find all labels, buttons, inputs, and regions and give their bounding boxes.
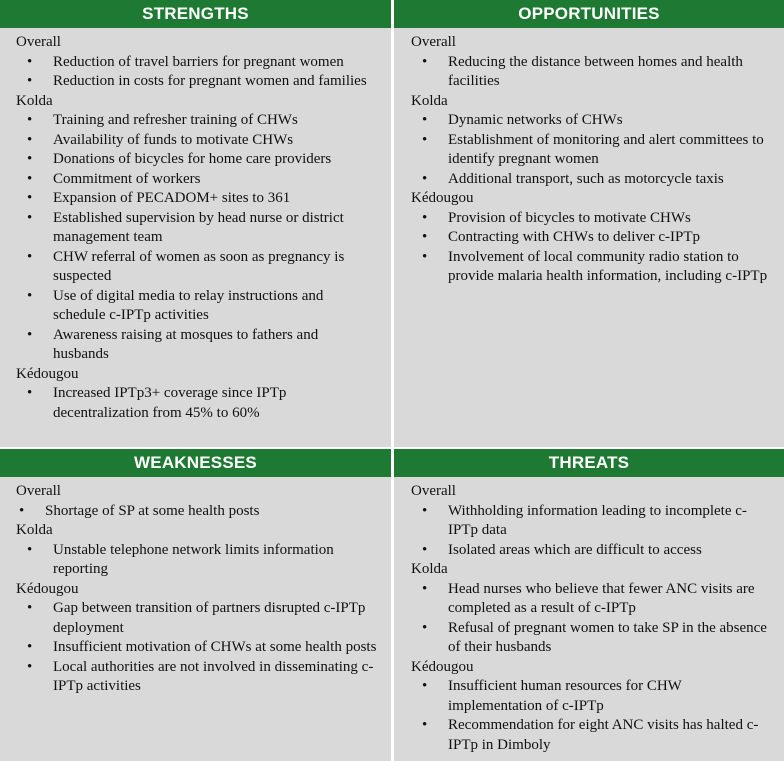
list-item: • Recommendation for eight ANC visits has halted c-IPTp in Dimboly xyxy=(411,716,776,755)
list-item: • Establishment of monitoring and alert committees to identify pregnant women xyxy=(411,131,776,170)
list-item: • Additional transport, such as motorcycle taxis xyxy=(411,170,776,190)
bullet-list xyxy=(411,580,776,658)
list-item: • Reduction in costs for pregnant women and families xyxy=(16,72,383,92)
threats-header: THREATS xyxy=(394,449,784,477)
list-item: • Expansion of PECADOM+ sites to 361 xyxy=(16,189,383,209)
bullet-list xyxy=(411,209,776,287)
bullet-list xyxy=(16,541,383,580)
list-item: • Withholding information leading to incomplete c-IPTp data xyxy=(411,502,776,541)
section-label: Overall xyxy=(411,34,456,50)
list-item: • Involvement of local community radio station to provide malaria health information, including c-IPTp xyxy=(411,248,776,287)
list-item: • Gap between transition of partners disrupted c-IPTp deployment xyxy=(16,599,383,638)
list-item: • Refusal of pregnant women to take SP in the absence of their husbands xyxy=(411,619,776,658)
list-item: • Local authorities are not involved in disseminating c-IPTp activities xyxy=(16,658,383,697)
section-label: Kolda xyxy=(16,522,53,538)
opportunities-quadrant xyxy=(394,0,784,447)
list-item: • Training and refresher training of CHWs xyxy=(16,111,383,131)
bullet-list xyxy=(411,111,776,189)
section-label: Kolda xyxy=(16,92,53,109)
list-item: • Reduction of travel barriers for pregnant women xyxy=(16,53,383,73)
section-label: Kédougou xyxy=(411,190,474,206)
list-item: • Established supervision by head nurse or district management team xyxy=(16,209,383,248)
bullet-list xyxy=(411,53,776,92)
strengths-quadrant xyxy=(0,0,391,447)
bullet-list xyxy=(16,502,383,522)
list-item: • Reducing the distance between homes and health facilities xyxy=(411,53,776,92)
list-item: • Insufficient human resources for CHW implementation of c-IPTp xyxy=(411,677,776,716)
list-item: • Isolated areas which are difficult to access xyxy=(411,541,776,561)
opportunities-header: OPPORTUNITIES xyxy=(394,0,784,28)
bullet-list xyxy=(411,502,776,561)
bullet-list xyxy=(16,384,383,423)
list-item: • Contracting with CHWs to deliver c-IPTp xyxy=(411,228,776,248)
list-item: • Awareness raising at mosques to fathers and husbands xyxy=(16,326,383,365)
list-item: • Dynamic networks of CHWs xyxy=(411,111,776,131)
list-item: • Head nurses who believe that fewer ANC visits are completed as a result of c-IPTp xyxy=(411,580,776,619)
section-label: Overall xyxy=(411,483,456,499)
weaknesses-header: WEAKNESSES xyxy=(0,449,391,477)
list-item: • Provision of bicycles to motivate CHWs xyxy=(411,209,776,229)
bullet-list xyxy=(16,599,383,697)
section-label: Kolda xyxy=(411,561,448,577)
list-item: • Shortage of SP at some health posts xyxy=(16,502,383,522)
list-item: • CHW referral of women as soon as pregnancy is suspected xyxy=(16,248,383,287)
section-label: Kolda xyxy=(411,92,448,109)
bullet-list xyxy=(411,677,776,755)
list-item: • Unstable telephone network limits information reporting xyxy=(16,541,383,580)
strengths-header: STRENGTHS xyxy=(0,0,391,28)
bullet-list xyxy=(16,111,383,365)
list-item: • Donations of bicycles for home care providers xyxy=(16,150,383,170)
list-item: • Increased IPTp3+ coverage since IPTp decentralization from 45% to 60% xyxy=(16,384,383,423)
section-label: Kédougou xyxy=(16,580,79,597)
section-label: Overall xyxy=(16,34,61,50)
threats-quadrant xyxy=(394,449,784,761)
list-item: • Commitment of workers xyxy=(16,170,383,190)
section-label: Overall xyxy=(16,483,61,499)
bullet-list xyxy=(16,53,383,92)
list-item: • Availability of funds to motivate CHWs xyxy=(16,131,383,151)
section-label: Kédougou xyxy=(411,658,474,675)
weaknesses-quadrant xyxy=(0,449,391,761)
section-label: Kédougou xyxy=(16,365,79,382)
list-item: • Insufficient motivation of CHWs at some health posts xyxy=(16,638,383,658)
list-item: • Use of digital media to relay instructions and schedule c-IPTp activities xyxy=(16,287,383,326)
